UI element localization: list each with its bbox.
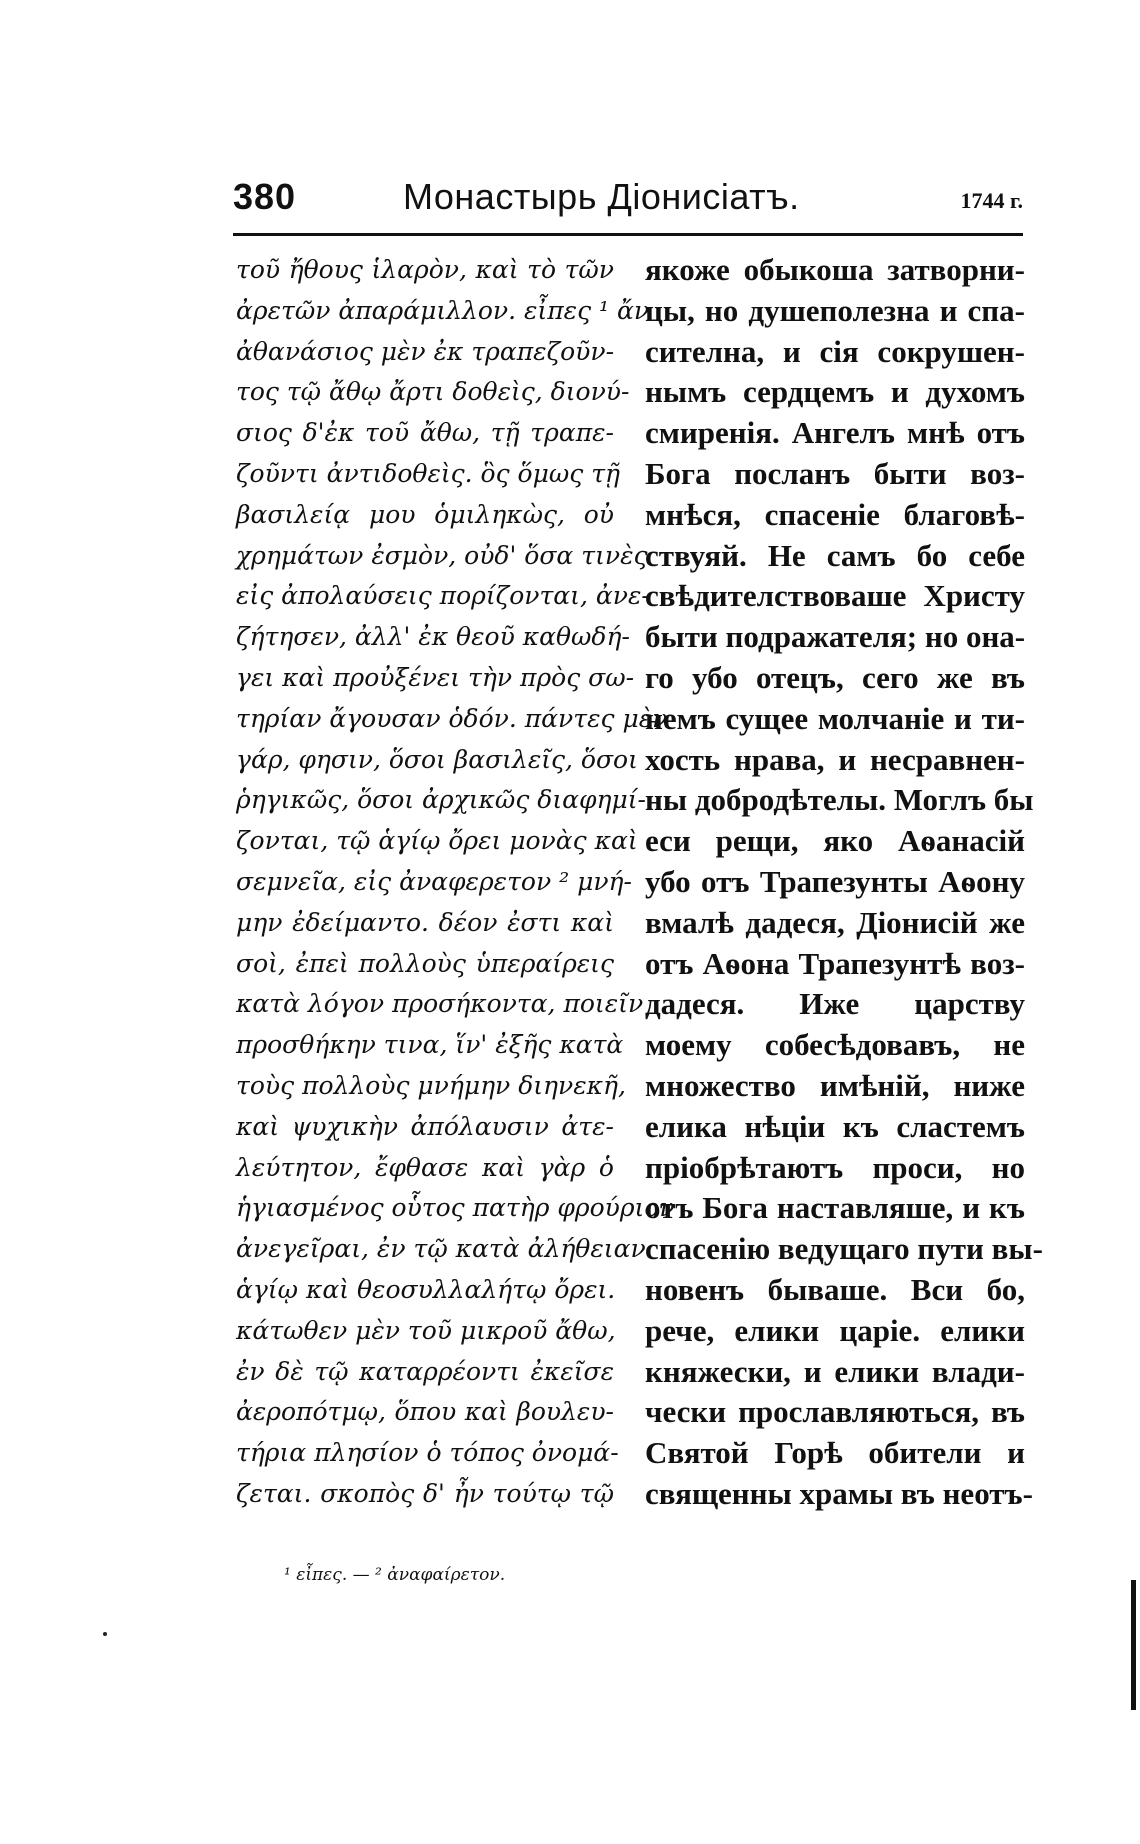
slavonic-text-line: Святой Горѣ обители и [645, 1435, 1025, 1471]
greek-text-column [236, 250, 675, 1515]
slavonic-text-line: убо отъ Трапезунты Аѳону [645, 863, 1025, 899]
slavonic-text-line: елика нѣціи къ сластемъ [645, 1108, 1025, 1144]
greek-text-line: ἁγίῳ καὶ θεοσυλλαλήτῳ ὄρει. [236, 1274, 616, 1304]
slavonic-text-line: ствуяй. Не самъ бо себе [645, 537, 1025, 573]
greek-text-line: ἀνεγεῖραι, ἐν τῷ κατὰ ἀλήθειαν [236, 1234, 646, 1264]
slavonic-text-line: го убо отецъ, сего же въ [645, 659, 1025, 695]
header-rule [233, 233, 1023, 236]
greek-text-line: ζονται, τῷ ἁγίῳ ὄρει μονὰς καὶ [236, 826, 638, 856]
greek-text-line: εἰς ἀπολαύσεις πορίζονται, ἀνε- [236, 581, 650, 611]
greek-text-line: ἀρετῶν ἀπαράμιλλον. εἶπες ¹ ἄν [236, 295, 650, 325]
greek-text-line: κάτωθεν μὲν τοῦ μικροῦ ἄθω, [236, 1315, 616, 1345]
slavonic-text-line: священны храмы въ неотъ- [645, 1475, 1033, 1511]
footnotes: ¹ εἶπες. — ² ἀναφαίρετον. [284, 1565, 506, 1585]
greek-text-line: γάρ, φησιν, ὅσοι βασιλεῖς, ὅσοι [236, 744, 638, 774]
greek-text-line: ζοῦντι ἀντιδοθεὶς. ὃς ὅμως τῇ [236, 458, 620, 488]
slavonic-text-line: цы, но душеполезна и спа- [645, 292, 1025, 328]
slavonic-text-line: спасенію ведущаго пути вы- [645, 1231, 1043, 1267]
slavonic-text-line: хость нрава, и несравнен- [645, 741, 1025, 777]
greek-text-line: λεύτητον, ἔφθασε καὶ γὰρ ὁ [236, 1152, 614, 1182]
greek-text-line: κατὰ λόγον προσήκοντα, ποιεῖν [236, 989, 644, 1019]
running-title: Монастырь Діонисіатъ. [403, 176, 800, 217]
page-number: 380 [233, 176, 297, 217]
greek-text-line: σεμνεῖα, εἰς ἀναφερετον ² μνή- [236, 866, 632, 896]
greek-text-line: τοὺς πολλοὺς μνήμην διηνεκῆ, [236, 1070, 626, 1100]
greek-text-line: ζήτησεν, ἀλλ' ἐκ θεοῦ καθωδή- [236, 622, 630, 652]
slavonic-text-line: ны добродѣтелы. Моглъ бы [645, 782, 1034, 818]
greek-text-line: βασιλείᾳ μου ὁμιληκὼς, οὐ [236, 499, 614, 529]
greek-text-line: χρημάτων ἐσμὸν, οὐδ' ὅσα τινὲς [236, 540, 648, 570]
church-slavonic-text-column [645, 250, 1043, 1515]
slavonic-text-line: мнѣся, спасеніе благовѣ- [645, 496, 1025, 532]
greek-text-line: γει καὶ προὐξένει τὴν πρὸς σω- [236, 662, 635, 692]
greek-text-line: σοὶ, ἐπεὶ πολλοὺς ὑπεραίρεις [236, 948, 614, 978]
slavonic-text-line: чески прославляються, въ [645, 1394, 1025, 1430]
slavonic-text-line: отъ Бога наставляше, и къ [645, 1190, 1025, 1226]
greek-text-line: ἡγιασμένος οὗτος πατὴρ φρούριον [236, 1193, 675, 1223]
slavonic-text-line: вмалѣ дадеся, Діонисій же [645, 904, 1025, 940]
greek-text-line: ἀθανάσιος μὲν ἐκ τραπεζοῦν- [236, 336, 615, 366]
slavonic-text-line: свѣдителствоваше Христу [645, 578, 1025, 614]
greek-text-line: ἐν δὲ τῷ καταρρέοντι ἐκεῖσε [236, 1356, 614, 1386]
slavonic-text-line: еси рещи, яко Аѳанасій [645, 823, 1025, 859]
greek-text-line: τήρια πλησίον ὁ τόπος ὀνομά- [236, 1438, 619, 1468]
slavonic-text-line: смиренія. Ангелъ мнѣ отъ [645, 415, 1025, 451]
greek-text-line: μην ἐδείμαντο. δέον ἐστι καὶ [236, 907, 614, 937]
slavonic-text-line: сителна, и сія сокрушен- [645, 333, 1025, 369]
slavonic-text-line: нымъ сердцемъ и духомъ [645, 374, 1025, 410]
slavonic-text-line: Бога посланъ быти воз- [645, 455, 1025, 491]
greek-text-line: τοῦ ἤθους ἱλαρὸν, καὶ τὸ τῶν [236, 255, 614, 284]
slavonic-text-line: якоже обыкоша затворни- [645, 252, 1025, 287]
slavonic-text-line: отъ Аѳона Трапезунтѣ воз- [645, 945, 1025, 981]
greek-text-line: προσθήκην τινα, ἵν' ἐξῆς κατὰ [236, 1030, 624, 1060]
year-label: 1744 г. [960, 188, 1023, 213]
speck-mark [103, 1632, 107, 1636]
slavonic-text-line: дадеся. Иже царству [645, 986, 1025, 1022]
greek-text-line: ἀεροπότμῳ, ὅπου καὶ βουλευ- [236, 1397, 614, 1427]
slavonic-text-line: рече, елики царіе. елики [645, 1312, 1025, 1348]
greek-text-line: τηρίαν ἄγουσαν ὁδόν. πάντες μὲν [236, 703, 668, 733]
greek-text-line: σιος δ'ἐκ τοῦ ἄθω, τῇ τραπε- [236, 418, 614, 448]
slavonic-text-line: множество имѣній, ниже [645, 1067, 1025, 1103]
page-header [233, 168, 1023, 228]
slavonic-text-line: пріобрѣтаютъ проси, но [645, 1149, 1025, 1185]
slavonic-text-line: немъ сущее молчаніе и ти- [645, 700, 1025, 736]
greek-text-line: ζεται. σκοπὸς δ' ἦν τούτῳ τῷ [236, 1478, 614, 1508]
greek-text-line: ῥηγικῶς, ὅσοι ἀρχικῶς διαφημί- [236, 785, 646, 815]
slavonic-text-line: быти подражателя; но она- [645, 619, 1026, 655]
greek-text-line: τος τῷ ἄθῳ ἄρτι δοθεὶς, διονύ- [236, 377, 630, 407]
greek-text-line: καὶ ψυχικὴν ἀπόλαυσιν ἀτε- [236, 1111, 614, 1141]
page-edge-mark [1131, 1580, 1136, 1710]
slavonic-text-line: новенъ бываше. Вси бо, [645, 1271, 1025, 1307]
slavonic-text-line: моему собесѣдовавъ, не [645, 1027, 1025, 1063]
slavonic-text-line: княжески, и елики влади- [645, 1353, 1025, 1389]
